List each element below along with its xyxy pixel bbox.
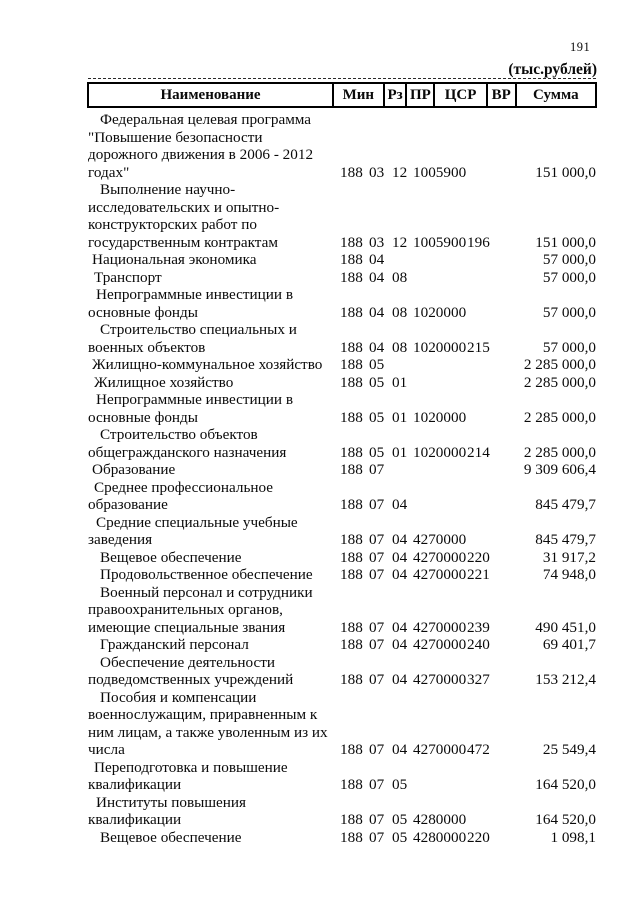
row-code-csr: 4270000	[413, 618, 467, 636]
row-name: Жилищно-коммунальное хозяйство	[92, 356, 323, 373]
row-code-csr	[413, 269, 467, 287]
row-code-vr	[467, 776, 502, 794]
table-row	[88, 461, 596, 479]
table-row	[88, 566, 596, 584]
row-code-min: 188	[340, 496, 363, 513]
row-code-rz: 04	[369, 268, 385, 286]
row-code-vr: 327	[467, 671, 490, 688]
row-code-csr: 4270000	[413, 741, 467, 758]
row-sum: 9 309 606,4	[523, 461, 596, 478]
row-code-pr	[392, 461, 413, 479]
row-sum: 74 948,0	[542, 566, 596, 583]
row-code-csr: 1020000	[413, 443, 467, 461]
row-code-rz: 07	[369, 671, 385, 688]
row-codes	[340, 269, 502, 287]
row-code-rz: 07	[369, 531, 385, 548]
row-code-vr: 472	[467, 741, 490, 758]
row-code-pr: 12	[392, 233, 408, 251]
row-code-min: 188	[340, 776, 363, 793]
row-code-csr	[413, 374, 467, 392]
row-code-pr: 04	[392, 548, 408, 566]
row-name: Федеральная целевая программа "Повышение безопасности дорожного движения в 2006 - 2012 годах"	[88, 111, 314, 181]
table-row	[88, 689, 596, 759]
row-name: Жилищное хозяйство	[94, 373, 234, 391]
table-row	[88, 479, 596, 514]
row-codes	[340, 444, 502, 462]
row-code-vr	[467, 304, 502, 322]
row-name: Пособия и компенсации военнослужащим, приравненным к ним лицам, а также уволенным из их числа	[88, 688, 328, 758]
table-row	[88, 794, 596, 829]
row-code-vr: 220	[467, 828, 490, 846]
row-code-rz: 03	[369, 233, 385, 251]
row-code-rz: 05	[369, 356, 385, 373]
row-code-vr	[467, 409, 502, 427]
row-name: Продовольственное обеспечение	[100, 566, 313, 583]
row-code-pr: 05	[392, 828, 408, 846]
table-row	[88, 251, 596, 269]
row-code-pr: 05	[392, 811, 408, 828]
row-code-rz: 07	[369, 741, 385, 758]
row-code-pr: 08	[392, 303, 408, 321]
row-code-min: 188	[340, 671, 363, 688]
row-code-min: 188	[340, 828, 363, 846]
row-code-csr: 4270000	[413, 671, 467, 688]
row-code-vr	[467, 496, 502, 514]
row-sum: 153 212,4	[535, 671, 596, 688]
row-code-rz: 03	[369, 163, 385, 181]
row-code-csr: 4280000	[413, 828, 467, 846]
row-sum: 164 520,0	[535, 811, 596, 828]
row-code-vr: 214	[467, 443, 490, 461]
row-code-min: 188	[340, 531, 363, 548]
row-code-rz: 07	[369, 461, 385, 478]
row-codes	[340, 251, 502, 269]
row-codes	[340, 164, 502, 182]
row-code-pr	[392, 251, 413, 269]
row-name: Средние специальные учебные заведения	[88, 513, 298, 548]
row-sum: 2 285 000,0	[523, 373, 596, 391]
row-code-csr: 4280000	[413, 811, 467, 828]
row-sum: 69 401,7	[542, 636, 596, 653]
row-code-rz: 04	[369, 338, 385, 356]
row-code-csr	[413, 356, 467, 374]
row-name: Непрограммные инвестиции в основные фонды	[88, 391, 293, 426]
row-code-vr: 221	[467, 566, 490, 583]
row-code-pr: 08	[392, 338, 408, 356]
row-codes	[340, 496, 502, 514]
row-code-rz: 07	[369, 548, 385, 566]
row-code-min: 188	[340, 566, 363, 583]
row-code-pr: 04	[392, 618, 408, 636]
table-row	[88, 374, 596, 392]
row-codes	[340, 741, 502, 759]
row-name: Обеспечение деятельности подведомственных учреждений	[88, 653, 294, 688]
row-sum: 845 479,7	[535, 531, 596, 548]
row-code-pr: 12	[392, 163, 408, 181]
row-code-vr	[467, 269, 502, 287]
column-header-sum: Сумма	[515, 84, 595, 106]
row-codes	[340, 566, 502, 584]
row-code-vr	[467, 811, 502, 829]
row-code-min: 188	[340, 741, 363, 758]
row-code-vr	[467, 164, 502, 182]
row-code-pr: 04	[392, 741, 408, 758]
row-code-min: 188	[340, 251, 363, 268]
row-code-vr	[467, 461, 502, 479]
row-name: Переподготовка и повышение квалификации	[88, 758, 288, 793]
row-sum: 490 451,0	[535, 618, 596, 636]
row-code-vr: 240	[467, 636, 490, 653]
row-codes	[340, 304, 502, 322]
column-header-min: Мин	[332, 84, 383, 106]
row-code-min: 188	[340, 356, 363, 373]
column-header-vr: ВР	[486, 84, 515, 106]
row-code-rz: 04	[369, 251, 385, 268]
row-code-csr	[413, 776, 467, 794]
row-code-min: 188	[340, 233, 363, 251]
table-row	[88, 759, 596, 794]
row-code-pr: 04	[392, 531, 408, 548]
row-code-csr: 1020000	[413, 303, 467, 321]
row-code-csr	[413, 496, 467, 514]
table-row	[88, 356, 596, 374]
table-row	[88, 654, 596, 689]
row-code-rz: 07	[369, 618, 385, 636]
row-sum: 25 549,4	[542, 741, 596, 758]
table-row	[88, 111, 596, 181]
table-row	[88, 181, 596, 251]
page-number: 191	[570, 40, 591, 54]
row-code-pr: 04	[392, 496, 408, 513]
row-sum: 2 285 000,0	[523, 356, 596, 373]
row-sum: 2 285 000,0	[523, 443, 596, 461]
row-codes	[340, 811, 502, 829]
row-name: Выполнение научно- исследовательских и опытно- конструкторских работ по государственным контрактам	[88, 181, 280, 251]
row-code-rz: 07	[369, 496, 385, 513]
row-code-min: 188	[340, 811, 363, 828]
row-sum: 31 917,2	[542, 548, 596, 566]
row-codes	[340, 339, 502, 357]
row-code-vr	[467, 531, 502, 549]
row-code-rz: 07	[369, 636, 385, 653]
table-row	[88, 426, 596, 461]
row-code-csr	[413, 251, 467, 269]
row-code-csr	[413, 461, 467, 479]
row-code-pr: 04	[392, 671, 408, 688]
table-row	[88, 549, 596, 567]
row-name: Гражданский персонал	[100, 636, 249, 653]
table-row	[88, 829, 596, 847]
row-sum: 57 000,0	[542, 338, 596, 356]
row-codes	[340, 531, 502, 549]
row-code-pr: 01	[392, 408, 408, 426]
column-header-rz: Рз	[383, 84, 406, 106]
row-sum: 57 000,0	[542, 303, 596, 321]
row-code-min: 188	[340, 268, 363, 286]
scan-artifact-line	[88, 78, 596, 79]
row-sum: 57 000,0	[542, 251, 596, 268]
row-code-vr	[467, 251, 502, 269]
row-code-pr: 01	[392, 373, 408, 391]
row-codes	[340, 374, 502, 392]
row-code-min: 188	[340, 636, 363, 653]
table-row	[88, 321, 596, 356]
row-name: Строительство специальных и военных объектов	[88, 321, 297, 356]
row-codes	[340, 829, 502, 847]
row-code-min: 188	[340, 408, 363, 426]
row-code-pr: 05	[392, 776, 408, 793]
row-code-min: 188	[340, 443, 363, 461]
row-code-csr: 1005900	[413, 163, 467, 181]
column-header-csr: ЦСР	[433, 84, 486, 106]
row-code-csr: 1020000	[413, 338, 467, 356]
row-sum: 845 479,7	[535, 496, 596, 513]
row-code-csr: 4270000	[413, 566, 467, 583]
row-code-csr: 1020000	[413, 408, 467, 426]
table-row	[88, 514, 596, 549]
row-code-vr	[467, 356, 502, 374]
row-sum: 1 098,1	[550, 828, 596, 846]
row-sum: 164 520,0	[535, 776, 596, 793]
row-code-rz: 07	[369, 776, 385, 793]
row-name: Национальная экономика	[92, 251, 257, 268]
row-code-vr	[467, 374, 502, 392]
row-code-pr: 01	[392, 443, 408, 461]
row-sum: 57 000,0	[542, 268, 596, 286]
row-code-rz: 07	[369, 828, 385, 846]
row-code-rz: 05	[369, 443, 385, 461]
row-code-pr	[392, 356, 413, 374]
row-codes	[340, 461, 502, 479]
row-codes	[340, 636, 502, 654]
table-header	[87, 82, 597, 108]
column-header-pr: ПР	[405, 84, 433, 106]
row-code-rz: 07	[369, 566, 385, 583]
row-code-rz: 04	[369, 303, 385, 321]
row-codes	[340, 671, 502, 689]
table-row	[88, 391, 596, 426]
units-label: (тыс.рублей)	[508, 61, 597, 78]
row-code-vr: 239	[467, 618, 490, 636]
row-code-min: 188	[340, 373, 363, 391]
row-code-rz: 05	[369, 408, 385, 426]
row-code-csr: 1005900	[413, 233, 467, 251]
table-body	[88, 111, 596, 846]
row-code-min: 188	[340, 548, 363, 566]
row-code-pr: 08	[392, 268, 408, 286]
row-name: Военный персонал и сотрудники правоохранительных органов, имеющие специальные звания	[88, 583, 313, 636]
table-row	[88, 269, 596, 287]
row-codes	[340, 356, 502, 374]
row-code-min: 188	[340, 303, 363, 321]
row-name: Институты повышения квалификации	[88, 793, 247, 828]
row-code-rz: 07	[369, 811, 385, 828]
row-codes	[340, 776, 502, 794]
row-code-vr: 196	[467, 233, 490, 251]
table-row	[88, 584, 596, 637]
table-row	[88, 286, 596, 321]
table-row	[88, 636, 596, 654]
row-codes	[340, 619, 502, 637]
row-code-min: 188	[340, 338, 363, 356]
row-code-min: 188	[340, 163, 363, 181]
row-sum: 2 285 000,0	[523, 408, 596, 426]
row-code-csr: 4270000	[413, 636, 467, 653]
row-name: Строительство объектов общегражданского назначения	[88, 426, 287, 461]
row-code-min: 188	[340, 618, 363, 636]
row-code-csr: 4270000	[413, 548, 467, 566]
row-codes	[340, 549, 502, 567]
row-name: Вещевое обеспечение	[100, 828, 242, 846]
row-name: Вещевое обеспечение	[100, 548, 242, 566]
row-name: Непрограммные инвестиции в основные фонды	[88, 286, 293, 321]
row-code-pr: 04	[392, 566, 408, 583]
row-sum: 151 000,0	[535, 233, 596, 251]
row-name: Образование	[92, 461, 176, 478]
row-code-min: 188	[340, 461, 363, 478]
row-code-csr: 4270000	[413, 531, 467, 548]
row-name: Среднее профессиональное образование	[88, 478, 274, 513]
row-code-vr: 220	[467, 548, 490, 566]
row-codes	[340, 234, 502, 252]
row-name: Транспорт	[94, 268, 162, 286]
row-code-rz: 05	[369, 373, 385, 391]
row-code-pr: 04	[392, 636, 408, 653]
column-header-name: Наименование	[160, 86, 261, 103]
row-codes	[340, 409, 502, 427]
row-sum: 151 000,0	[535, 163, 596, 181]
row-code-vr: 215	[467, 338, 490, 356]
